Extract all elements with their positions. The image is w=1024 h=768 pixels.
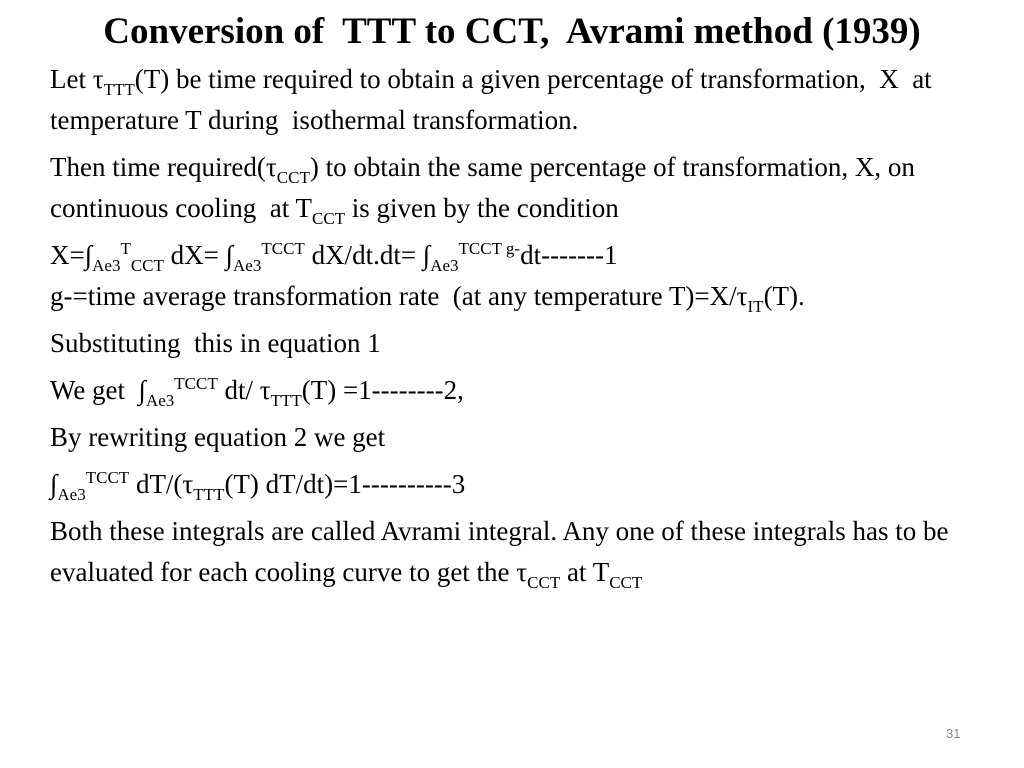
page-number: 31	[946, 726, 961, 741]
text-run: X=∫	[50, 240, 93, 270]
text-run: Both these integrals are called Avrami integral. Any one of these integrals has to be evaluated for each cooling curve to get the τ	[50, 516, 956, 587]
text-run: (T).	[763, 281, 805, 311]
text-run: We get ∫	[50, 375, 146, 405]
text-run: dX/dt.dt= ∫	[304, 240, 431, 270]
equation-3	[50, 464, 1010, 505]
paragraph-avrami-integral	[50, 511, 1010, 593]
superscript: TCCT	[174, 374, 218, 393]
paragraph-rate-definition	[50, 276, 1010, 317]
subscript: Ae3	[92, 256, 121, 275]
text-run: dt-------1	[520, 240, 618, 270]
slide-body	[50, 59, 1010, 593]
text-run: dX= ∫	[163, 240, 234, 270]
text-run: Let τ	[50, 64, 104, 94]
text-run: dT/(τ	[129, 469, 194, 499]
subscript: CCT	[130, 256, 164, 275]
equation-1	[50, 235, 1010, 276]
text-run: dt/ τ	[217, 375, 271, 405]
text-run: Then time required(τ	[50, 152, 277, 182]
slide-title: Conversion of TTT to CCT, Avrami method (1939)	[103, 11, 921, 52]
text-run: (T) dT/dt)=1----------3	[224, 469, 466, 499]
superscript: TCCT	[261, 239, 305, 258]
superscript: TCCT	[85, 468, 130, 487]
subscript: CCT	[609, 573, 643, 592]
subscript: CCT	[276, 168, 310, 187]
paragraph-substituting: Substituting this in equation 1	[50, 328, 381, 358]
subscript: TTT	[193, 485, 225, 504]
paragraph-cct-definition	[50, 147, 1010, 229]
subscript: Ae3	[430, 256, 459, 275]
text-run: is given by the condition	[345, 193, 619, 223]
equation-2	[50, 370, 1010, 411]
superscript: TCCT g-	[458, 239, 521, 258]
subscript: Ae3	[57, 485, 86, 504]
subscript: CCT	[311, 209, 346, 228]
subscript: Ae3	[145, 391, 175, 410]
text-run: (T) =1--------2,	[301, 375, 464, 405]
subscript: CCT	[527, 573, 561, 592]
paragraph-ttt-definition	[50, 59, 1010, 141]
subscript: IT	[747, 297, 764, 316]
text-run: ) to obtain the same percentage of transformation, X, on continuous cooling at T	[50, 152, 922, 223]
text-run: g-=time average transformation rate (at any temperature T)=X/τ	[50, 281, 748, 311]
text-run: ∫	[50, 469, 58, 499]
text-run: (T) be time required to obtain a given percentage of transformation, X at temperature T during isothermal transformation.	[50, 64, 939, 135]
subscript: TTT	[103, 80, 135, 99]
superscript: T	[120, 239, 131, 258]
subscript: Ae3	[233, 256, 262, 275]
paragraph-rewriting: By rewriting equation 2 we get	[50, 422, 386, 452]
text-run: at T	[560, 557, 610, 587]
subscript: TTT	[270, 391, 302, 410]
